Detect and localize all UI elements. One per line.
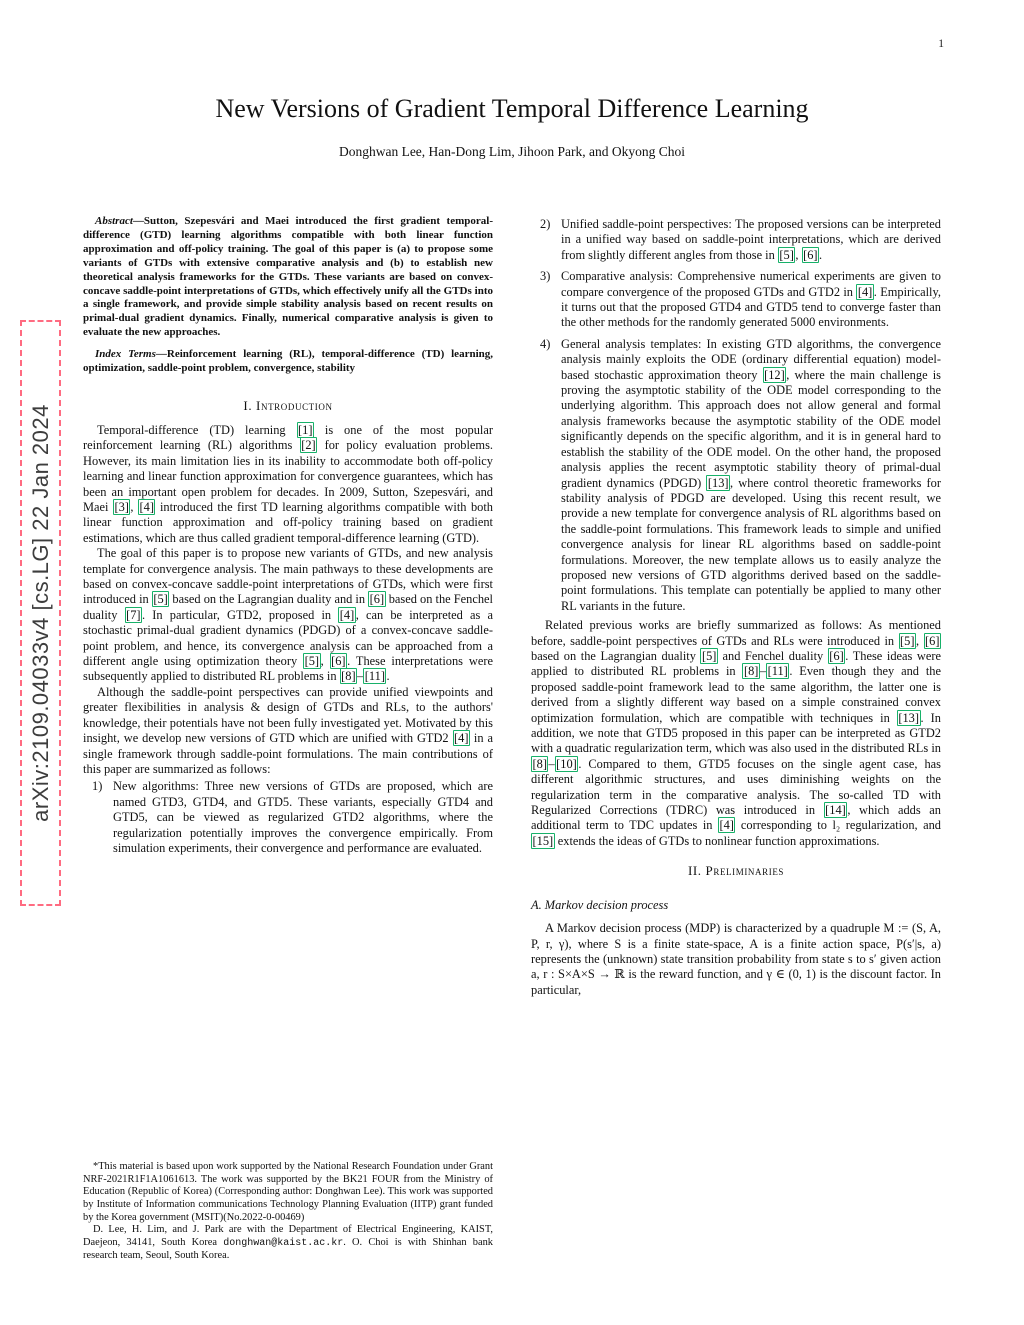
citation-ref[interactable]: [7] bbox=[126, 607, 141, 622]
footnote bbox=[83, 1161, 493, 1263]
citation-ref[interactable]: [13] bbox=[898, 710, 919, 725]
list-number: 4) bbox=[540, 336, 551, 351]
paper-authors: Donghwan Lee, Han-Dong Lim, Jihoon Park, and Okyong Choi bbox=[338, 144, 686, 159]
page-number: 1 bbox=[938, 38, 944, 50]
intro-paragraph-3: Although the saddle-point perspectives can provide unified viewpoints and greater flexibilities in analysis & design of GTDs and RLs, to the authors' knowledge, their potentials have not been fully investigated yet. Motivated by this insight, we develop new versions of GTD which are unified with GTD2 [4] in a single framework through saddle-point formulations. The main contributions of this paper are summarized as follows: bbox=[83, 684, 493, 776]
list-number: 1) bbox=[92, 779, 103, 794]
citation-ref[interactable]: [2] bbox=[301, 438, 316, 453]
paper-title: New Versions of Gradient Temporal Difference Learning bbox=[215, 94, 809, 123]
list-text: New algorithms: Three new versions of GTDs are proposed, which are named GTD3, GTD4, and GTD5. These variants, especially GTD4 and GTD5, can be viewed as regularized GTD2 algorithms, where the regularization potentially improves the convergence empirically. From simulation experiments, their convergence and performance are evaluated. bbox=[113, 779, 493, 855]
citation-ref[interactable]: [12] bbox=[764, 367, 785, 382]
footnote-affiliation bbox=[83, 1224, 493, 1263]
citation-ref[interactable]: [5] bbox=[304, 654, 320, 669]
two-column-body bbox=[83, 215, 941, 1263]
contribution-item-1 bbox=[83, 779, 493, 856]
right-column bbox=[531, 215, 941, 1263]
abstract-label: Abstract bbox=[95, 215, 133, 227]
citation-ref[interactable]: [11] bbox=[364, 669, 385, 684]
citation-ref[interactable]: [5] bbox=[900, 633, 915, 648]
list-text: General analysis templates: In existing GTD algorithms, the convergence analysis mainly exploits the ODE (ordinary differential equation) model-based stochastic approximation theory [12] , where the main challenge is proving the asymptotic stability of the ODE model corresponding to the underlying algorithm. This approach does not allow general and formal analysis frameworks because the asymptotic stability of the ODE model significantly depends on the specific algorithm, and it is in general hard to establish the stability of the ODE model. On the other hand, the proposed analysis applies the recent asymptotic stability theory of primal-dual gradient dynamics (PDGD) [13] , where control theoretic frameworks for stability analysis of PDGD are developed. Using this recent result, we provide a new template for convergence analysis of RL algorithms based on the saddle-point formulations. This framework leads to simple and unified convergence analysis for linear RL algorithms based on saddle-point formulations. Moreover, the new template allows us to easily analyze the proposed new versions of GTD algorithms derived based on the saddle-point formulations. This template can potentially be applied to many other RL variants in the future. bbox=[561, 336, 941, 613]
citation-ref[interactable]: [5] bbox=[153, 592, 168, 607]
list-number: 2) bbox=[540, 217, 551, 231]
index-terms bbox=[83, 348, 493, 376]
citation-ref[interactable]: [8] bbox=[341, 669, 356, 684]
citation-ref[interactable]: [6] bbox=[369, 592, 385, 607]
contribution-item-4 bbox=[531, 337, 941, 614]
list-text: Comparative analysis: Comprehensive numerical experiments are given to compare convergence of the proposed GTDs and GTD2 in [4] . Empirically, it turns out that the proposed GTD4 and GTD5 tend to converge faster than the other methods for the randomly generated 5000 environments. bbox=[561, 269, 941, 330]
citation-ref[interactable]: [10] bbox=[556, 756, 577, 771]
contribution-item-2 bbox=[531, 217, 941, 263]
abstract bbox=[83, 215, 493, 340]
footnote-affiliation-pre: D. Lee, H. Lim, and J. Park are with the Department of Electrical Engineering, KAIST, Daejeon, 34141, South Korea bbox=[83, 1224, 493, 1248]
index-terms-text: —Reinforcement learning (RL), temporal-difference (TD) learning, optimization, saddle-point problem, convergence, stability bbox=[83, 348, 493, 375]
citation-ref[interactable]: [14] bbox=[825, 803, 846, 818]
citation-ref[interactable]: [6] bbox=[925, 633, 940, 648]
mdp-paragraph: A Markov decision process (MDP) is characterized by a quadruple M := (S, A, P, r, γ), where S is a finite state-space, A is a finite action space, P(s′|s, a) represents the (unknown) state transition probability from state s to s′ given action a, r : S×A×S → ℝ is the reward function, and γ ∈ (0, 1) is the discount factor. In particular, bbox=[531, 921, 941, 997]
citation-ref[interactable]: [8] bbox=[743, 664, 759, 679]
arxiv-stamp-box bbox=[20, 320, 61, 906]
section-heading-preliminaries: II. Preliminaries bbox=[687, 863, 785, 879]
citation-ref[interactable]: [6] bbox=[803, 247, 818, 262]
contribution-item-3 bbox=[531, 269, 941, 331]
citation-ref[interactable]: [4] bbox=[719, 818, 734, 833]
citation-ref[interactable]: [4] bbox=[339, 607, 355, 622]
footnote-affiliation-post: . O. Choi is with Shinhan bank research team, Seoul, South Korea. bbox=[83, 1236, 493, 1262]
citation-ref[interactable]: [3] bbox=[114, 500, 129, 514]
citation-ref[interactable]: [6] bbox=[331, 654, 346, 669]
citation-ref[interactable]: [11] bbox=[767, 664, 788, 679]
citation-ref[interactable]: [13] bbox=[707, 475, 729, 490]
arxiv-stamp: arXiv:2109.04033v4 [cs.LG] 22 Jan 2024 bbox=[27, 404, 53, 822]
citation-ref[interactable]: [5] bbox=[779, 247, 794, 262]
section-heading-introduction: I. Introduction bbox=[243, 397, 333, 413]
footnote-thanks: *This material is based upon work supported by the National Research Foundation under Grant NRF-2021R1F1A1061613. The work was supported by the BK21 FOUR from the Ministry of Education (Republic of Korea) (Corresponding author: Donghwan Lee). This work was supported by Institute of Information communications Technology Planning Evaluation (IITP) grant funded by the Korea government (MSIT)(No.2022-0-00469) bbox=[83, 1161, 493, 1223]
abstract-text: —Sutton, Szepesvári and Maei introduced the first gradient temporal-difference (GTD) learning algorithms compatible with both linear function approximation and off-policy training. The goal of this paper is (a) to propose some variants of GTDs with extensive comparative analysis and (b) to establish new theoretical analysis frameworks for the GTDs. These variants are based on convex-concave saddle-point interpretations of GTDs, which effectively unify all the GTDs into a single framework, and provide simple stability analysis based on recent results on primal-dual gradient dynamics. Finally, numerical comparative analysis is given to evaluate the new approaches. bbox=[83, 215, 493, 339]
list-text: Unified saddle-point perspectives: The proposed versions can be interpreted in a unified way based on saddle-point interpretations, which are derived from slightly different angles from those in [5] , [6] . bbox=[561, 217, 941, 262]
intro-paragraph-2: The goal of this paper is to propose new variants of GTDs, and new analysis template for convergence analysis. The main pathways to these developments are based on convex-concave saddle-point interpretations of GTDs, which were first introduced in [5] based on the Lagrangian duality and in [6] based on the Fenchel duality [7] . In particular, GTD2, proposed in [4] , can be interpreted as a stochastic primal-dual gradient dynamics (PDGD) of a convex-concave saddle-point problem, and hence, its convergence analysis can be approached from a different angle using optimization theory [5] , [6] . These interpretations were subsequently applied to distributed RL problems in [8] – [11] . bbox=[83, 546, 493, 684]
list-number: 3) bbox=[540, 269, 551, 284]
citation-ref[interactable]: [5] bbox=[701, 648, 717, 663]
citation-ref[interactable]: [4] bbox=[454, 731, 469, 746]
subsection-heading-mdp: A. Markov decision process bbox=[531, 898, 669, 913]
citation-ref[interactable]: [4] bbox=[857, 284, 873, 299]
index-terms-label: Index Terms bbox=[95, 348, 156, 361]
left-column bbox=[83, 215, 493, 1263]
email-text: donghwan@kaist.ac.kr bbox=[223, 1237, 344, 1249]
citation-ref[interactable]: [4] bbox=[139, 500, 154, 514]
intro-paragraph-1: Temporal-difference (TD) learning [1] is one of the most popular reinforcement learning (RL) algorithms [2] for policy evaluation problems. However, its main limitation lies in its inability to accommodate both off-policy learning and linear function approximation for convergence guarantees, which has been an important open problem for decades. In 2009, Sutton, Szepesvári, and Maei [3] , [4] introduced the first TD learning algorithms compatible with both linear function approximation and off-policy training based on gradient estimations, which are thus called gradient temporal-difference learning (GTD). bbox=[83, 422, 493, 545]
citation-ref[interactable]: [1] bbox=[298, 422, 313, 437]
related-works-paragraph: Related previous works are briefly summarized as follows: As mentioned before, saddle-point perspectives of GTDs and RLs were introduced in [5] , [6] based on the Lagrangian duality [5] and Fenchel duality [6] . These ideas were applied to distributed RL problems in [8] – [11] . Even though they and the proposed saddle-point framework lead to the same algorithm, the latter one is derived from a slightly different way based on a simple constrained convex optimization formulation, which are compatible with techniques in [13] . In addition, we note that GTD5 proposed in this paper can be interpreted as GTD2 with a quadratic regularization term, which was also used in the distributed RLs in [8] – [10] . Compared to them, GTD5 focuses on the single agent case, has different algorithmic structures, and uses diminishing weights on the regularization term in the comparative analysis. The so-called TD with Regularized Corrections (TDRC) was introduced in [14] , which adds an additional term to TDC updates in [4] corresponding to l₂ regularization, and [15] extends the ideas of GTDs to nonlinear function approximations. bbox=[531, 618, 942, 848]
citation-ref[interactable]: [15] bbox=[532, 833, 554, 848]
citation-ref[interactable]: [6] bbox=[829, 648, 844, 663]
citation-ref[interactable]: [8] bbox=[532, 756, 547, 771]
